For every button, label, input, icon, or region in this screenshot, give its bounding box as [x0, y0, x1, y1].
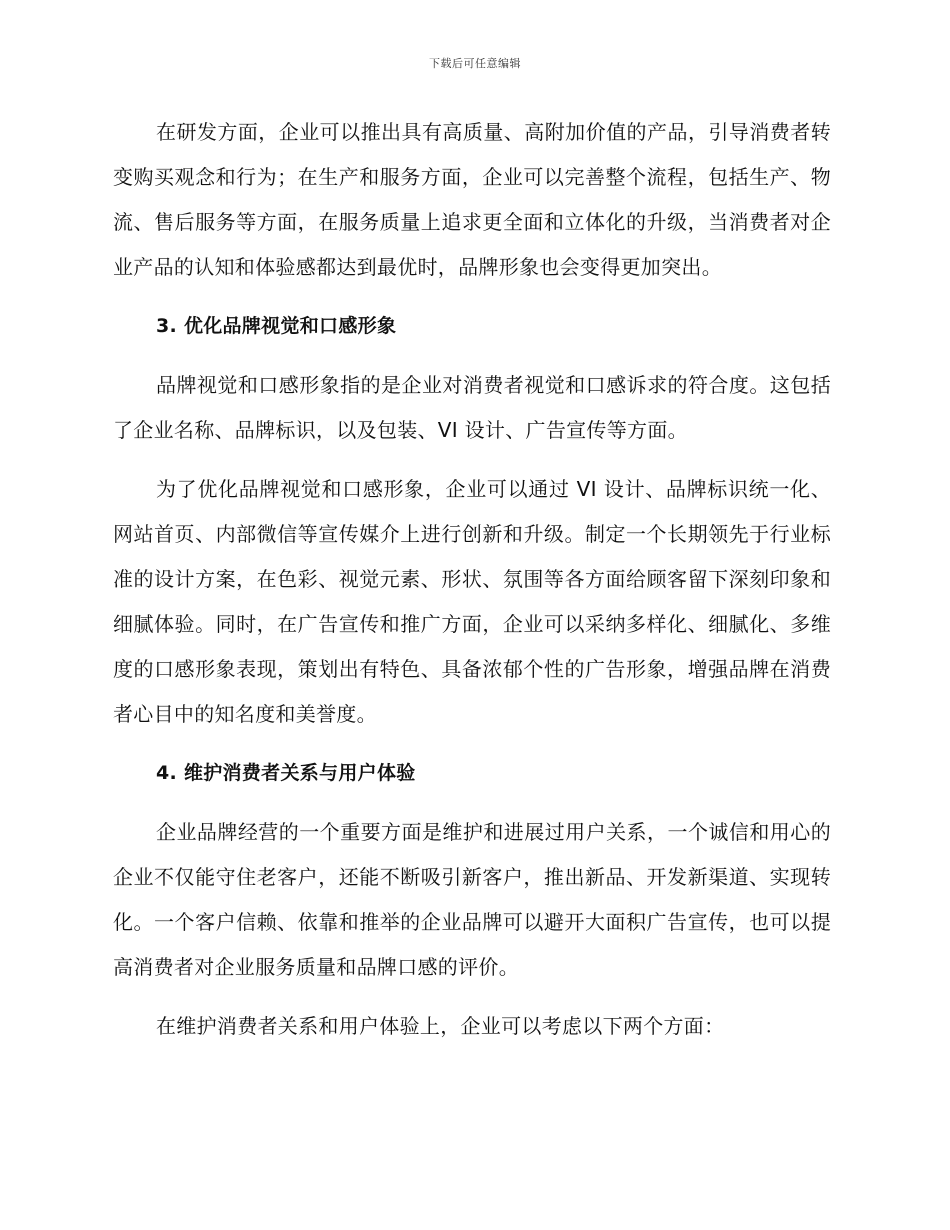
- section-heading-4: 4. 维护消费者关系与用户体验: [156, 762, 416, 784]
- section-heading-3: 3. 优化品牌视觉和口感形象: [156, 315, 397, 337]
- paragraph-visual-optimization: 为了优化品牌视觉和口感形象，企业可以通过 VI 设计、品牌标识统一化、网站首页、内部微信等宣传媒介上进行创新和升级。制定一个长期领先于行业标准的设计方案，在色彩、视觉元素、形状、氛围等各方面给顾客留下深刻印象和细腻体验。同时，在广告宣传和推广方面，企业可以采纳多样化、细腻化、多维度的口感形象表现，策划出有特色、具备浓郁个性的广告形象，增强品牌在消费者心目中的知名度和美誉度。: [113, 477, 831, 726]
- paragraph-two-aspects: 在维护消费者关系和用户体验上，企业可以考虑以下两个方面：: [156, 1014, 725, 1038]
- paragraph-customer-relations: 企业品牌经营的一个重要方面是维护和进展过用户关系，一个诚信和用心的企业不仅能守住老客户，还能不断吸引新客户，推出新品、开发新渠道、实现转化。一个客户信赖、依靠和推举的企业品牌可以避开大面积广告宣传，也可以提高消费者对企业服务质量和品牌口感的评价。: [113, 820, 831, 979]
- document-body: [113, 110, 831, 1063]
- paragraph-rd-production: 在研发方面，企业可以推出具有高质量、高附加价值的产品，引导消费者转变购买观念和行为；在生产和服务方面，企业可以完善整个流程，包括生产、物流、售后服务等方面，在服务质量上追求更全面和立体化的升级，当消费者对企业产品的认知和体验感都达到最优时，品牌形象也会变得更加突出。: [113, 120, 831, 279]
- page-header-note: 下载后可任意编辑: [429, 57, 521, 70]
- paragraph-visual-definition: 品牌视觉和口感形象指的是企业对消费者视觉和口感诉求的符合度。这包括了企业名称、品牌标识，以及包装、VI 设计、广告宣传等方面。: [113, 373, 831, 442]
